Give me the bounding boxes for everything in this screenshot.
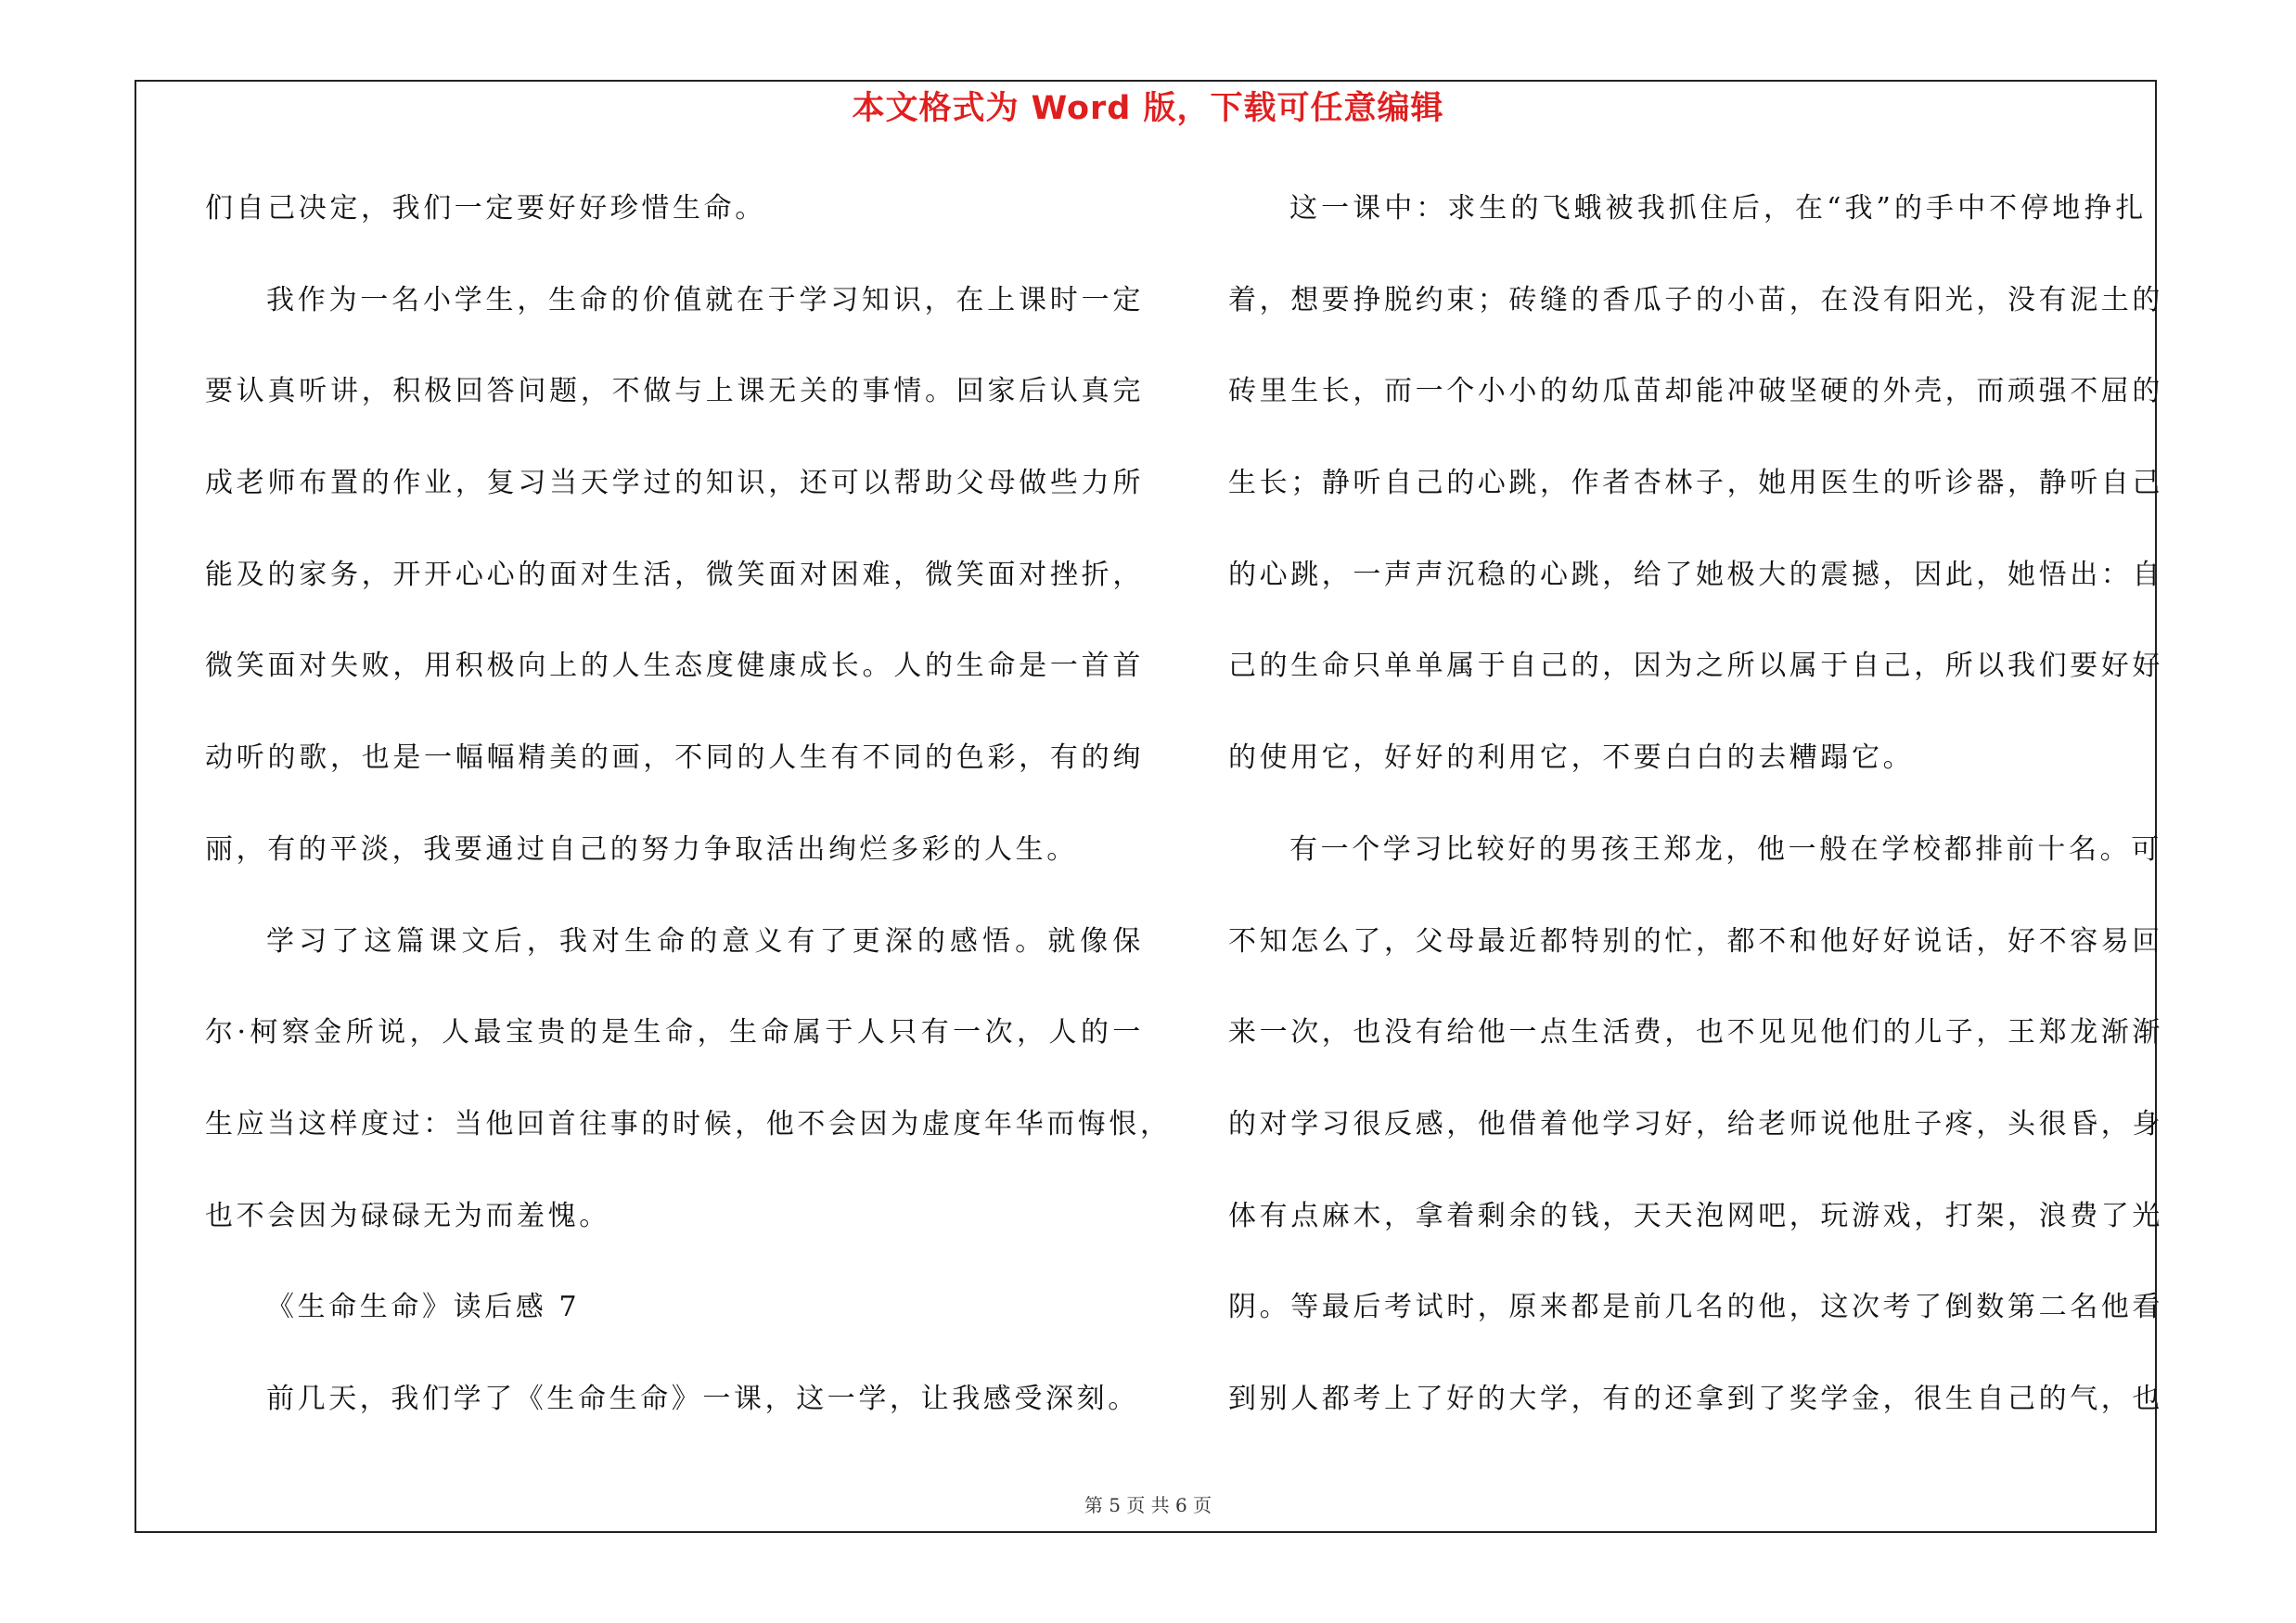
text-line: 不知怎么了，父母最近都特别的忙，都不和他好好说话，好不容易回 bbox=[1228, 924, 2163, 958]
text-line: 能及的家务，开开心心的面对生活，微笑面对困难，微笑面对挫折， bbox=[205, 558, 1144, 591]
text-line: 来一次，也没有给他一点生活费，也不见见他们的儿子，王郑龙渐渐 bbox=[1228, 1016, 2163, 1050]
format-banner: 本文格式为 Word 版，下载可任意编辑 bbox=[852, 90, 1444, 127]
text-line: 着，想要挣脱约束；砖缝的香瓜子的小苗，在没有阳光，没有泥土的 bbox=[1228, 283, 2163, 316]
text-line: 们自己决定，我们一定要好好珍惜生命。 bbox=[205, 192, 766, 225]
text-line: 我作为一名小学生，生命的价值就在于学习知识，在上课时一定 bbox=[266, 283, 1144, 316]
text-line: 这一课中：求生的飞蛾被我抓住后，在“我”的手中不停地挣扎 bbox=[1289, 192, 2147, 225]
page-number-footer: 第 5 页 共 6 页 bbox=[1084, 1494, 1212, 1516]
text-line: 生应当这样度过：当他回首往事的时候，他不会因为虚度年华而悔恨， bbox=[205, 1107, 1172, 1140]
right-text-column bbox=[1228, 187, 2163, 1469]
text-line: 动听的歌，也是一幅幅精美的画，不同的人生有不同的色彩，有的绚 bbox=[205, 741, 1144, 775]
text-line: 己的生命只单单属于自己的，因为之所以属于自己，所以我们要好好 bbox=[1228, 650, 2163, 683]
text-line: 的对学习很反感，他借着他学习好，给老师说他肚子疼，头很昏，身 bbox=[1228, 1107, 2163, 1140]
text-line: 的使用它，好好的利用它，不要白白的去糟蹋它。 bbox=[1228, 741, 1915, 775]
text-line: 尔·柯察金所说，人最宝贵的是生命，生命属于人只有一次，人的一 bbox=[205, 1016, 1144, 1050]
text-line: 体有点麻木，拿着剩余的钱，天天泡网吧，玩游戏，打架，浪费了光 bbox=[1228, 1199, 2163, 1232]
left-text-column bbox=[205, 187, 1172, 1469]
text-line: 生长；静听自己的心跳，作者杏林子，她用医生的听诊器，静听自己 bbox=[1228, 467, 2163, 500]
text-line: 要认真听讲，积极回答问题，不做与上课无关的事情。回家后认真完 bbox=[205, 375, 1144, 408]
text-line: 阴。等最后考试时，原来都是前几名的他，这次考了倒数第二名他看 bbox=[1228, 1291, 2163, 1324]
text-line: 成老师布置的作业，复习当天学过的知识，还可以帮助父母做些力所 bbox=[205, 467, 1144, 500]
text-line: 微笑面对失败，用积极向上的人生态度健康成长。人的生命是一首首 bbox=[205, 650, 1144, 683]
text-line: 丽，有的平淡，我要通过自己的努力争取活出绚烂多彩的人生。 bbox=[205, 832, 1078, 866]
text-line: 的心跳，一声声沉稳的心跳，给了她极大的震撼，因此，她悟出：自 bbox=[1228, 558, 2163, 591]
text-line: 到别人都考上了好的大学，有的还拿到了奖学金，很生自己的气，也 bbox=[1228, 1382, 2163, 1415]
text-line: 前几天，我们学了《生命生命》一课，这一学，让我感受深刻。 bbox=[266, 1382, 1139, 1415]
text-line: 也不会因为碌碌无为而羞愧。 bbox=[205, 1199, 610, 1232]
text-line: 学习了这篇课文后，我对生命的意义有了更深的感悟。就像保 bbox=[266, 924, 1144, 958]
text-line: 《生命生命》读后感 7 bbox=[266, 1291, 581, 1324]
text-line: 有一个学习比较好的男孩王郑龙，他一般在学校都排前十名。可 bbox=[1289, 832, 2162, 866]
text-line: 砖里生长，而一个小小的幼瓜苗却能冲破坚硬的外壳，而顽强不屈的 bbox=[1228, 375, 2163, 408]
